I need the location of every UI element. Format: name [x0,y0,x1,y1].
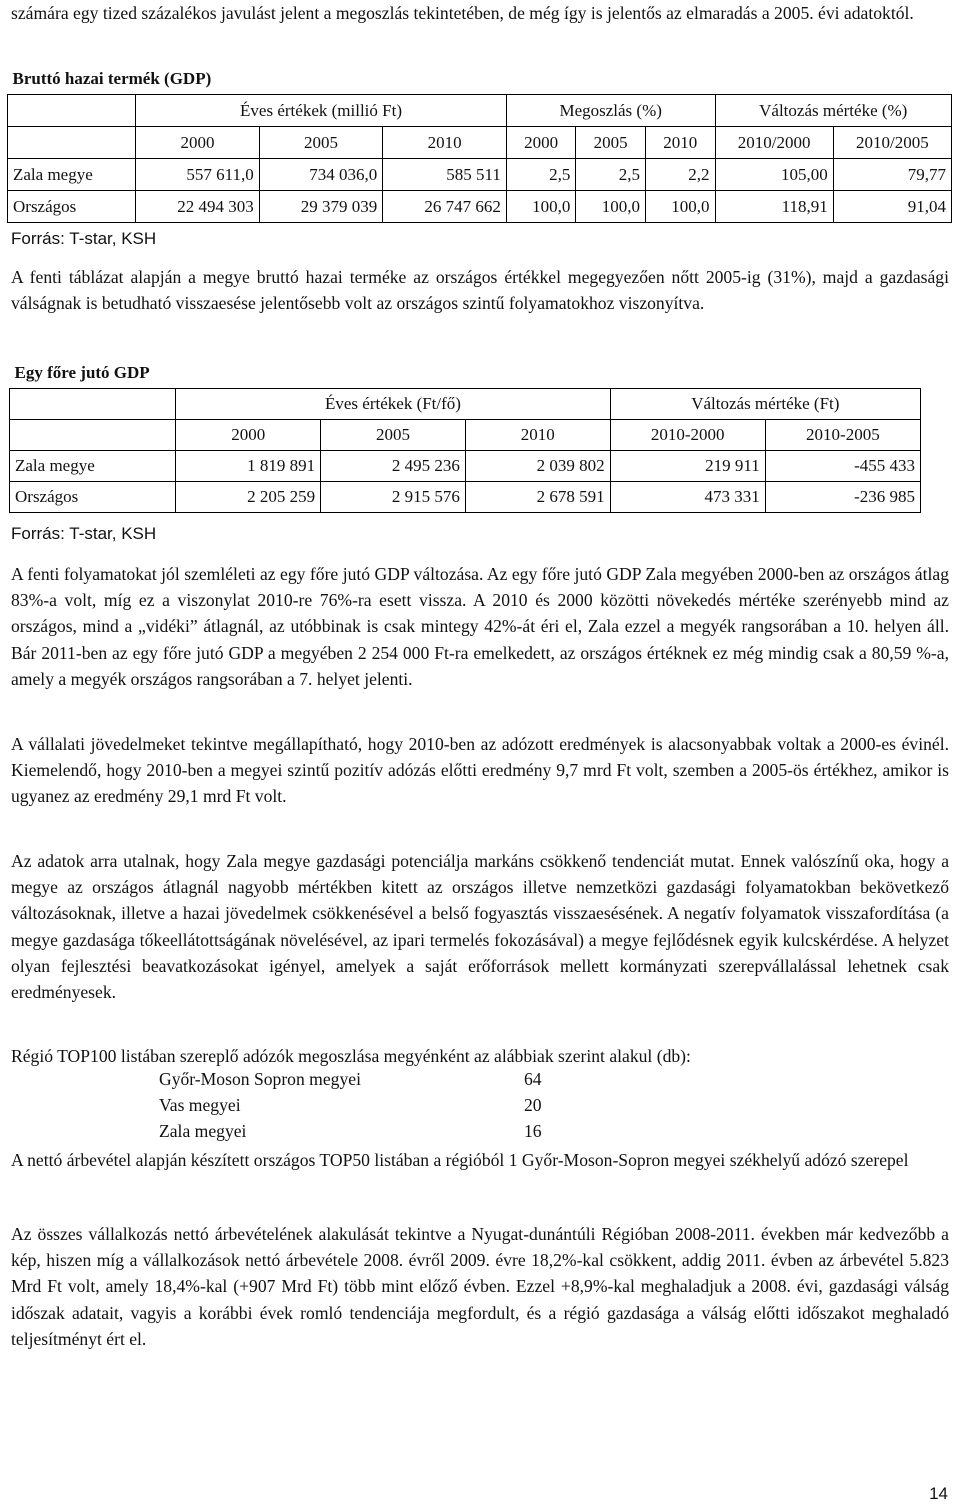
sub-header: 2010/2000 [715,127,833,159]
table-source: Forrás: T-star, KSH [11,524,157,543]
table-cell: 105,00 [715,159,833,191]
table-cell: 2,5 [576,159,646,191]
list-item-name: Vas megyei [159,1095,241,1115]
sub-header: 2000 [136,127,260,159]
paragraph: A fenti táblázat alapján a megye bruttó hazai terméke az országos értékkel megegyezően nőtt 2005-ig (31%), majd a gazdasági válságnak is betudható visszaesése jelentősebb volt az országos szintű folyamatokhoz viszonyítva. [11,267,949,314]
sub-header-row [10,420,921,451]
gdp-table [7,63,952,223]
row-label: Országos [8,191,136,223]
table-cell: -236 985 [765,482,920,513]
table-cell: 100,0 [506,191,576,223]
group-header: Éves értékek (Ft/fő) [176,389,610,420]
sub-header: 2010 [383,127,507,159]
list-item-name: Győr-Moson Sopron megyei [159,1069,361,1089]
gdp-per-capita-table [9,357,921,513]
sub-header-row [8,127,952,159]
table-cell: 2 205 259 [176,482,321,513]
sub-header: 2005 [259,127,383,159]
table-source: Forrás: T-star, KSH [11,229,157,248]
table-cell: 22 494 303 [136,191,260,223]
table-title-row [8,63,952,95]
intro-paragraph: számára egy tized százalékos javulást jelent a megoszlás tekintetében, de még így is jelentős az elmaradás a 2005. évi adatoktól. [11,3,914,23]
paragraph: Az adatok arra utalnak, hogy Zala megye gazdasági potenciálja markáns csökkenő tendenciát mutat. Ennek valószínű oka, hogy a megye az országos átlagnál nagyobb mértékben kitett az országos illetve nemzetközi gazdasági folyamatokban bekövetkező változásoknak, illetve a hazai jövedelmek csökkenésével a belső fogyasztás visszaesésének. A negatív folyamatok visszafordítása (a megye gazdasága tőkeellátottságának növelésével, az ipari termelés fokozásával) a megye fejlődésnek egyik kulcskérdése. A helyzet olyan fejlesztési beavatkozásokat igényel, amelyek a saját erőforrások mellett kormányzati szerepvállalással lehetnek csak eredményesek. [11,851,949,1003]
sub-header: 2000 [506,127,576,159]
table-row [8,191,952,223]
table-cell: 2,2 [645,159,715,191]
page-number: 14 [929,1484,948,1503]
table-cell: -455 433 [765,451,920,482]
row-label: Zala megye [8,159,136,191]
sub-header: 2000 [176,420,321,451]
table-cell: 585 511 [383,159,507,191]
row-label: Országos [10,482,176,513]
table-cell: 118,91 [715,191,833,223]
sub-header: 2010-2005 [765,420,920,451]
paragraph: A fenti folyamatokat jól szemléleti az egy főre jutó GDP változása. Az egy főre jutó GDP Zala megyében 2000-ben az országos átlag 83%-a volt, míg ez a viszonylat 2010-re 76%-ra esett vissza. A 2010 és 2000 közötti növekedés mértéke szerényebb mind az országos, mind a „vidéki” átlagnál, az utóbbinak is csak mintegy 42%-át éri el, Zala ezzel a megyék rangsorában a 10. helyen áll. Bár 2011-ben az egy főre jutó GDP a megyében 2 254 000 Ft-ra emelkedett, az országos értéknek ez még mindig csak a 80,59 %-a, amely a megyék országos rangsorában a 7. helyet jelenti. [11,564,949,689]
table-cell: 219 911 [610,451,765,482]
table-row [10,482,921,513]
paragraph: Régió TOP100 listában szereplő adózók megoszlása megyénként az alábbiak szerint alakul (db): [11,1046,691,1066]
table-row [8,159,952,191]
list-item-name: Zala megyei [159,1121,247,1141]
table-cell: 557 611,0 [136,159,260,191]
sub-header: 2005 [576,127,646,159]
table-cell: 734 036,0 [259,159,383,191]
group-header: Változás mértéke (Ft) [610,389,920,420]
sub-header: 2010 [645,127,715,159]
table-row [10,451,921,482]
group-header: Változás mértéke (%) [715,95,952,127]
paragraph: A vállalati jövedelmeket tekintve megállapítható, hogy 2010-ben az adózott eredmények is alacsonyabbak voltak a 2000-es évinél. Kiemelendő, hogy 2010-ben a megyei szintű pozitív adózás előtti eredmény 9,7 mrd Ft volt, szemben a 2005-ös értékhez, amikor is ugyanez az eredmény 29,1 mrd Ft volt. [11,734,949,807]
empty-header-cell [10,420,176,451]
empty-header-cell [8,127,136,159]
table-cell: 2 495 236 [321,451,466,482]
group-header-row [10,389,921,420]
list-item-value: 20 [524,1095,542,1115]
table-cell: 29 379 039 [259,191,383,223]
group-header: Éves értékek (millió Ft) [136,95,507,127]
row-label: Zala megye [10,451,176,482]
table-cell: 100,0 [576,191,646,223]
table-title-row [10,357,921,389]
table-cell: 2,5 [506,159,576,191]
table-cell: 91,04 [833,191,951,223]
empty-header-cell [8,95,136,127]
empty-header-cell [10,389,176,420]
table-cell: 79,77 [833,159,951,191]
table-cell: 2 915 576 [321,482,466,513]
table-title: Egy főre jutó GDP [10,357,921,389]
list-item-value: 64 [524,1069,542,1089]
table-cell: 1 819 891 [176,451,321,482]
group-header: Megoszlás (%) [506,95,715,127]
table-cell: 2 039 802 [465,451,610,482]
table-title: Bruttó hazai termék (GDP) [8,63,952,95]
sub-header: 2010-2000 [610,420,765,451]
paragraph: Az összes vállalkozás nettó árbevételének alakulását tekintve a Nyugat-dunántúli Régióban 2008-2011. években már kedvezőbb a kép, hiszen míg a vállalkozások nettó árbevétele 2008. évről 2009. évre 18,2%-kal csökkent, addig 2011. évben az árbevétel 5.823 Mrd Ft volt, amely 18,4%-kal (+907 Mrd Ft) több mint előző évben. Ezzel +8,9%-kal meghaladjuk a 2008. évi, gazdasági válság időszak adatait, vagyis a korábbi évek romló tendenciája megfordult, és a régió gazdasága a válság előtti időszakot meghaladó teljesítményt ért el. [11,1224,949,1349]
sub-header: 2010 [465,420,610,451]
sub-header: 2005 [321,420,466,451]
group-header-row [8,95,952,127]
sub-header: 2010/2005 [833,127,951,159]
table-cell: 473 331 [610,482,765,513]
list-item-value: 16 [524,1121,542,1141]
paragraph: A nettó árbevétel alapján készített országos TOP50 listában a régióból 1 Győr-Moson-Sopron megyei székhelyű adózó szerepel [11,1150,909,1170]
table-cell: 26 747 662 [383,191,507,223]
table-cell: 2 678 591 [465,482,610,513]
table-cell: 100,0 [645,191,715,223]
